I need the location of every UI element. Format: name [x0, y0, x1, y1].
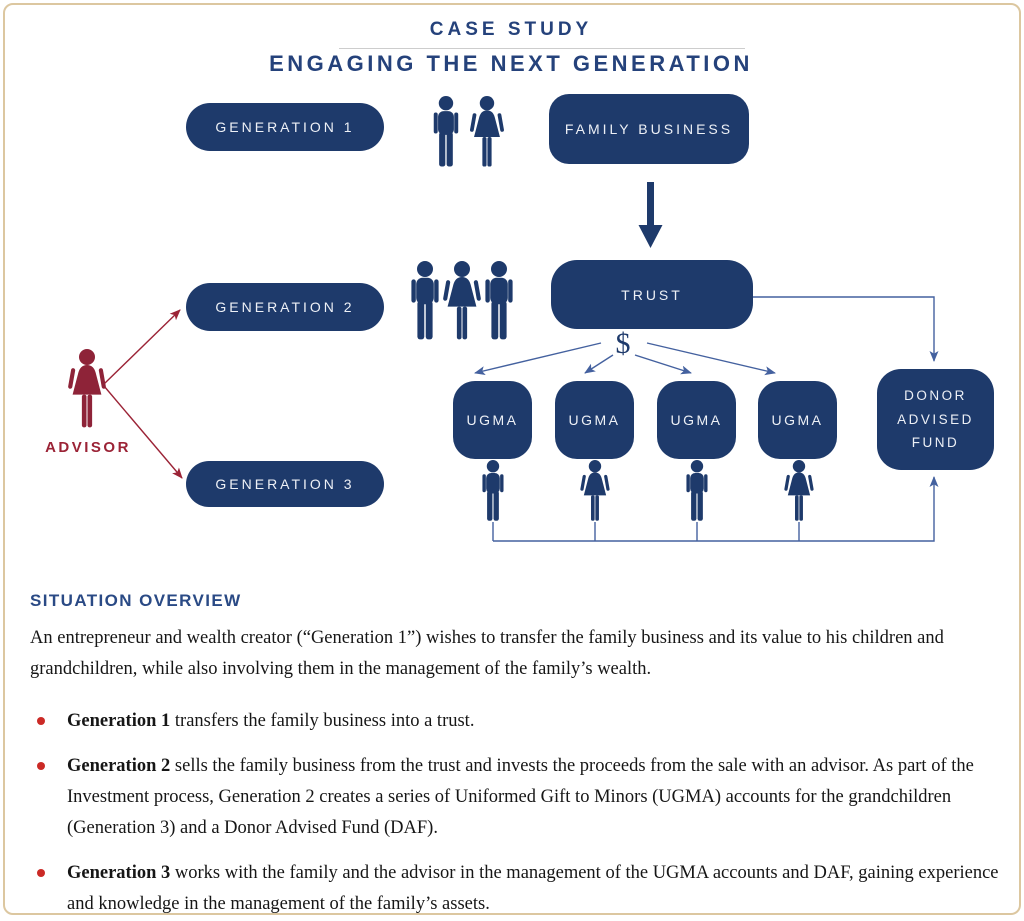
gen2-man2-icon: [485, 261, 512, 339]
ugma-node-3: [657, 381, 736, 459]
gen2-woman-icon: [443, 261, 481, 339]
generation2-node: [186, 283, 384, 331]
bullet-text: transfers the family business into a trust.: [170, 711, 475, 731]
generation3-node: [186, 461, 384, 507]
bullet-item-generation2: [30, 751, 1021, 844]
situation-overview-paragraph: An entrepreneur and wealth creator (“Generation 1”) wishes to transfer the family business and its value to his children and grandchildren, while also involving them in the management of the family’s wealth.: [30, 628, 944, 679]
gen1-woman-icon: [470, 96, 505, 167]
situation-overview-bullets: [30, 706, 1021, 915]
ugma-node-4: [758, 381, 837, 459]
ugma-label: UGMA: [771, 412, 824, 428]
situation-overview-heading: SITUATION OVERVIEW: [30, 591, 242, 610]
bullet-text: sells the family business from the trust and invests the proceeds from the sale with an advisor. As part of the Investment process, Generation 2 creates a series of Uniformed Gift to Minors (UGMA) accounts for the grandchildren (Generation 3) and a Donor Advised Fund (DAF).: [67, 756, 974, 838]
situation-overview-section: [30, 591, 1021, 915]
ugma-label: UGMA: [466, 412, 519, 428]
generation3-label: GENERATION 3: [215, 476, 355, 492]
case-study-card: [3, 3, 1021, 915]
bullet-dot: [37, 869, 45, 877]
bullet-dot: [37, 762, 45, 770]
advisor-to-gen2-line: [104, 310, 180, 384]
gen1-man-icon: [434, 96, 458, 167]
diagram-connectors-and-people: [5, 5, 1021, 580]
children-to-daf-line: [493, 477, 934, 541]
generation1-label: GENERATION 1: [215, 119, 355, 135]
child1-boy-icon: [482, 460, 503, 521]
daf-label-line: FUND: [911, 435, 960, 451]
dollar-to-ugma4-line: [647, 343, 775, 373]
trust-to-daf-line: [753, 297, 934, 361]
daf-label-line: DONOR: [904, 388, 967, 404]
daf-label-line: ADVISED: [897, 411, 974, 427]
bullet-dot: [37, 717, 45, 725]
bullet-lead: Generation 1: [67, 711, 171, 731]
bullet-item-generation1: [30, 706, 1021, 737]
advisor-label: ADVISOR: [45, 439, 131, 456]
child2-girl-icon: [580, 460, 610, 521]
flow-diagram: [5, 5, 1021, 580]
bullet-lead: Generation 2: [67, 756, 171, 776]
advisor-icon: [68, 349, 106, 427]
advisor-to-gen3-line: [104, 386, 182, 478]
dollar-symbol: $: [615, 327, 631, 360]
trust-node: [551, 260, 753, 329]
generation1-node: [186, 103, 384, 151]
family-business-to-trust-arrow: [639, 182, 663, 248]
trust-label: TRUST: [621, 286, 683, 303]
donor-advised-fund-node: [877, 369, 994, 470]
page-title: CASE STUDY: [429, 19, 593, 40]
bullet-text: works with the family and the advisor in the management of the UGMA accounts and DAF, gaining experience and knowledge in the management of the family’s assets.: [67, 863, 999, 914]
bullet-lead: Generation 3: [67, 863, 171, 883]
ugma-label: UGMA: [670, 412, 723, 428]
gen2-man-icon: [411, 261, 438, 339]
ugma-label: UGMA: [568, 412, 621, 428]
ugma-node-2: [555, 381, 634, 459]
child3-boy-icon: [686, 460, 707, 521]
page-subtitle: ENGAGING THE NEXT GENERATION: [269, 51, 753, 76]
bullet-item-generation3: [30, 858, 1021, 915]
family-business-node: [549, 94, 749, 164]
dollar-to-ugma1-line: [475, 343, 601, 373]
child4-girl-icon: [784, 460, 814, 521]
title-divider: [339, 48, 745, 49]
ugma-node-1: [453, 381, 532, 459]
family-business-label: FAMILY BUSINESS: [564, 121, 734, 137]
generation2-label: GENERATION 2: [215, 299, 355, 315]
